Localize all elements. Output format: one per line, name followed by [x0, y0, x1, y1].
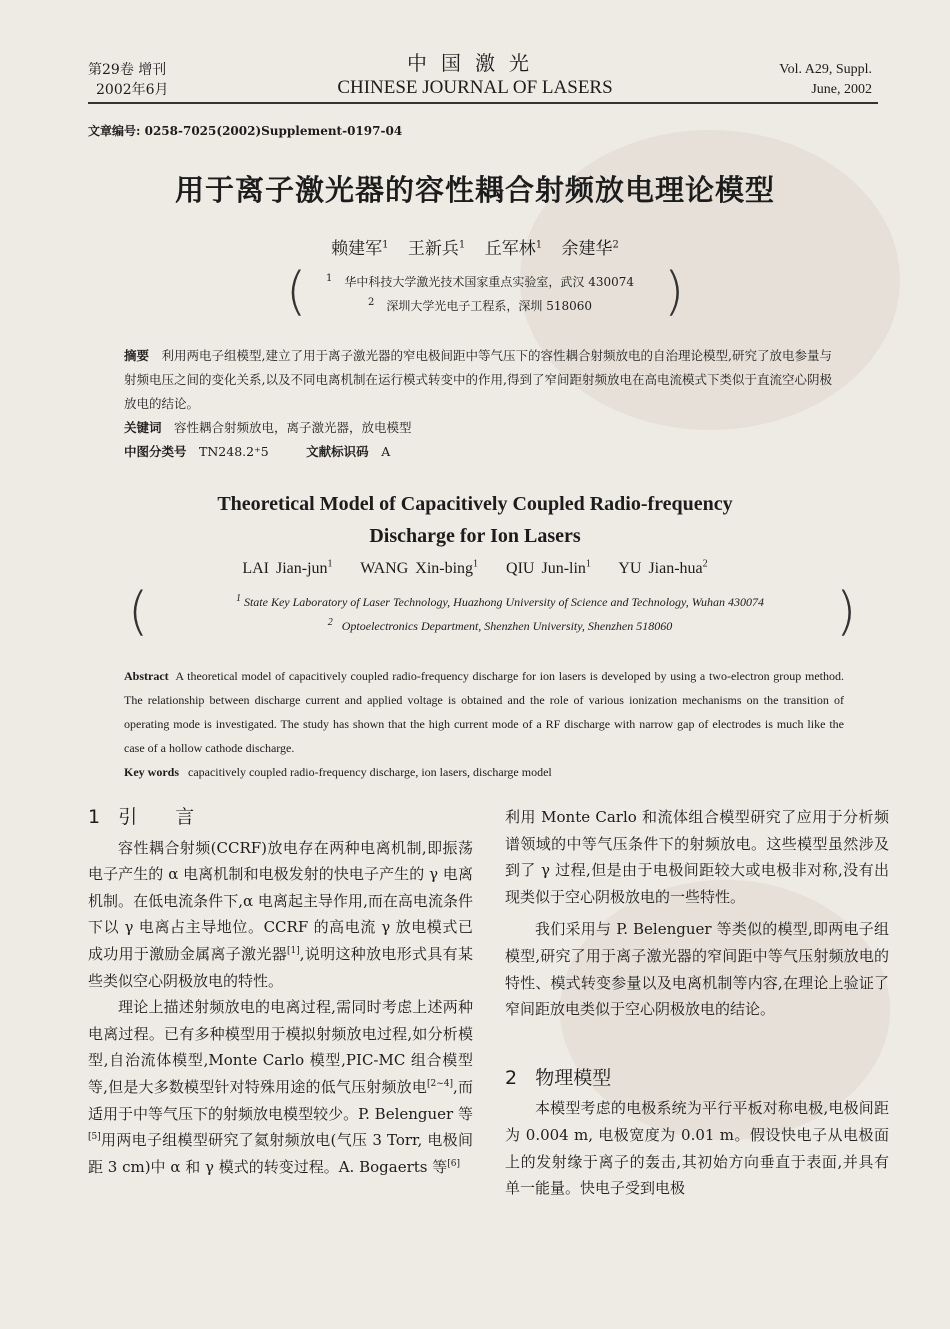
affiliation-cn: $^2$ 深圳大学光电子工程系，深圳 518060: [367, 297, 592, 313]
volume-cn: 第29卷 增刊: [88, 62, 167, 78]
paragraph: 容性耦合射频(CCRF)放电存在两种电离机制,即振荡电子产生的 α 电离机制和电极发射的快电子产生的 γ 电离机制。在低电流条件下,α 电离起主导作用,而在高电流条件下以 γ 电离占主导地位。CCRF 的高电流 γ 放电模式已成功用于激励金属离子激光器[1],说明这种放电形式具有某些类似空心阴极放电的特性。: [88, 838, 473, 990]
author-en: LAI Jian-jun$^1$: [242, 558, 333, 577]
paragraph: 本模型考虑的电极系统为平行平板对称电极,电极间距为 0.004 m, 电极宽度为 0.01 m。假设快电子从电极面上的发射缘于离子的轰击,其初始方向垂直于表面,并具有单一能量。快电子受到电极: [505, 1099, 889, 1198]
abstract-cn: 摘要 利用两电子组模型,建立了用于离子激光器的窄电极间距中等气压下的容性耦合射频放电的自治理论模型,研究了放电参量与射频电压之间的变化关系,以及不同电离机制在运行模式转变中的作用,得到了窄间距射频放电在高电流模式下类似于直流空心阴极放电的结论。: [124, 348, 832, 411]
keywords-cn: 关键词 容性耦合射频放电，离子激光器，放电模型: [124, 420, 412, 435]
article-number: 文章编号: 0258-7025(2002)Supplement-0197-04: [88, 124, 403, 138]
date-en: June, 2002: [811, 82, 872, 97]
affiliation-bracket-left: (: [286, 262, 307, 322]
body-column-left: [88, 804, 473, 1180]
journal-title-cn: 中国激光: [407, 51, 543, 75]
journal-title-en: CHINESE JOURNAL OF LASERS: [337, 77, 613, 98]
affiliation-bracket-left: (: [128, 582, 149, 642]
affiliations-cn: [280, 270, 680, 318]
authors-en: [0, 560, 950, 578]
authors-cn: [0, 234, 950, 259]
affiliation-bracket-right: ): [836, 582, 857, 642]
section-2-heading: 2 物理模型: [505, 1066, 612, 1089]
paragraph: 我们采用与 P. Belenguer 等类似的模型,即两电子组模型,研究了用于离子激光器的窄间距中等气压射频放电的特性、模式转变参量以及电离机制等内容,在理论上验证了窄间距放电类似于空心阴极放电的结论。: [505, 920, 889, 1019]
abstract-en-block: [124, 664, 844, 784]
header-rule: [88, 102, 878, 104]
keywords-en: Key words capacitively coupled radio-frequency discharge, ion lasers, discharge model: [124, 765, 552, 779]
volume-en: Vol. A29, Suppl.: [779, 62, 872, 77]
paper-title-en: Theoretical Model of Capacitively Coupled Radio-frequency Discharge for Ion Lasers: [217, 493, 733, 547]
author-cn: 王新兵$^1$: [407, 239, 466, 259]
paragraph: 利用 Monte Carlo 和流体组合模型研究了应用于分析频谱领域的中等气压条件下的射频放电。这些模型虽然涉及到了 γ 过程,但是由于电极间距较大或电极非对称,没有出现类似于空心阴极放电的一些特性。: [505, 808, 889, 906]
section-1-heading: 1 引 言: [88, 806, 195, 828]
affiliation-en: $^1$ State Key Laboratory of Laser Technology, Huazhong University of Science and Technology, Wuhan 430074: [235, 593, 765, 609]
affiliation-en: $^2$ Optoelectronics Department, Shenzhen University, Shenzhen 518060: [327, 617, 673, 633]
author-cn: 赖建军$^1$: [331, 239, 389, 259]
date-cn: 2002年6月: [96, 82, 169, 98]
author-en: QIU Jun-lin$^1$: [506, 558, 591, 577]
paragraph: 理论上描述射频放电的电离过程,需同时考虑上述两种电离过程。已有多种模型用于模拟射频放电过程,如分析模型,自治流体模型,Monte Carlo 模型,PIC-MC 组合模型等,但是大多数模型针对特殊用途的低气压射频放电[2~4],而适用于中等气压下的射频放电模型较少。P. Belenguer 等[5]用两电子组模型研究了氦射频放电(气压 3 Torr, 电极间距 3 cm)中 α 和 γ 模式的转变过程。A. Bogaerts 等[6]: [88, 998, 473, 1176]
author-en: WANG Xin-bing$^1$: [360, 558, 479, 577]
paper-title-cn: 用于离子激光器的容性耦合射频放电理论模型: [174, 173, 775, 207]
body-column-right: [505, 804, 889, 1202]
author-cn: 余建华$^2$: [561, 239, 619, 259]
author-en: YU Jian-hua$^2$: [618, 558, 708, 577]
affiliations-en: [160, 590, 840, 638]
author-cn: 丘军林$^1$: [484, 239, 543, 259]
abstract-cn-block: [124, 344, 836, 464]
classification-cn: 中图分类号 TN248.2⁺5 文献标识码 A: [124, 444, 391, 459]
abstract-en: Abstract A theoretical model of capacitively coupled radio-frequency discharge for ion lasers is developed by using a two-electron group method. The relationship between discharge current and applied voltage is obtained and the role of various ionization mechanisms on the transition of operating mode is investigated. The study has shown that the high current mode of a RF discharge with narrow gap of electrodes is much like the case of a hollow cathode discharge.: [124, 669, 844, 755]
affiliation-bracket-right: ): [664, 262, 685, 322]
header-right: [779, 60, 872, 100]
affiliation-cn: $^1$ 华中科技大学激光技术国家重点实验室，武汉 430074: [325, 273, 634, 289]
